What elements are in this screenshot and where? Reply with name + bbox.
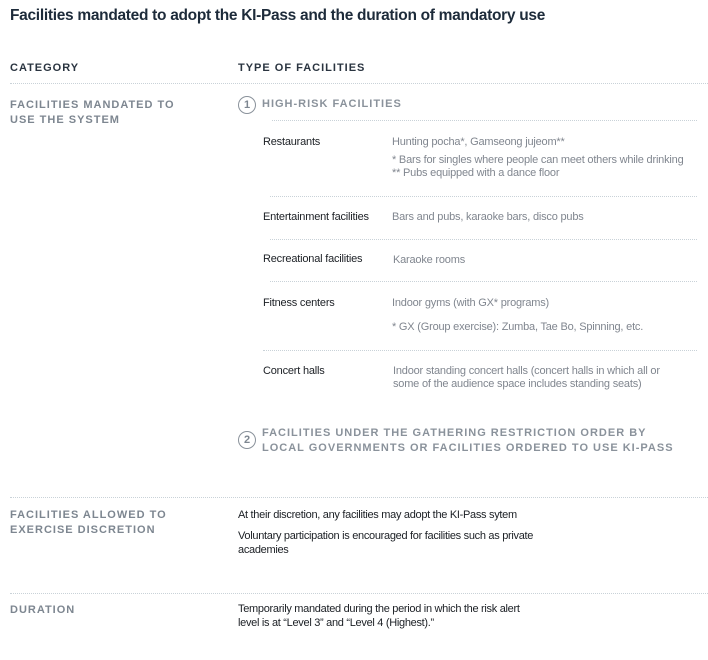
row-note: * Bars for singles where people can meet others while drinking ** Pubs equipped with a dance floor [392, 154, 684, 179]
divider [263, 350, 697, 351]
discretion-text: At their discretion, any facilities may adopt the KI-Pass sytem [238, 509, 517, 521]
row-note: * GX (Group exercise): Zumba, Tae Bo, Spinning, etc. [392, 321, 644, 333]
divider [270, 281, 697, 282]
divider [272, 120, 697, 121]
row-detail: Hunting pocha*, Gamseong jujeom** [392, 136, 565, 148]
number-badge-1: 1 [238, 96, 256, 114]
row-label-recreational: Recreational facilities [263, 253, 363, 265]
row-detail: Indoor gyms (with GX* programs) [392, 297, 550, 309]
page-title: Facilities mandated to adopt the KI-Pass and the duration of mandatory use [10, 7, 546, 24]
category-mandated: FACILITIES MANDATED TO USE THE SYSTEM [10, 99, 175, 126]
divider [10, 593, 708, 594]
discretion-text: Voluntary participation is encouraged for facilities such as private academies [238, 530, 534, 556]
row-label-fitness: Fitness centers [263, 297, 335, 309]
divider [270, 239, 697, 240]
header-type: TYPE OF FACILITIES [238, 62, 366, 74]
divider [270, 196, 697, 197]
row-label-concert-halls: Concert halls [263, 365, 325, 377]
divider [10, 83, 708, 84]
duration-text: Temporarily mandated during the period in which the risk alert level is at “Level 3” and “Level 4 (Highest).” [238, 603, 520, 629]
divider [10, 497, 708, 498]
row-label-restaurants: Restaurants [263, 136, 321, 148]
header-category: CATEGORY [10, 62, 80, 74]
category-duration: DURATION [10, 604, 76, 616]
row-detail: Indoor standing concert halls (concert halls in which all or some of the audience space includes standing seats) [393, 365, 660, 390]
row-label-entertainment: Entertainment facilities [263, 211, 369, 223]
row-detail: Bars and pubs, karaoke bars, disco pubs [392, 211, 584, 223]
group-high-risk: HIGH-RISK FACILITIES [262, 98, 402, 110]
number-badge-2: 2 [238, 431, 256, 449]
row-detail: Karaoke rooms [393, 254, 465, 266]
category-discretion: FACILITIES ALLOWED TO EXERCISE DISCRETION [10, 509, 167, 536]
group-gathering-restriction: FACILITIES UNDER THE GATHERING RESTRICTION ORDER BY LOCAL GOVERNMENTS OR FACILITIES ORDERED TO USE KI-PASS [262, 427, 674, 454]
